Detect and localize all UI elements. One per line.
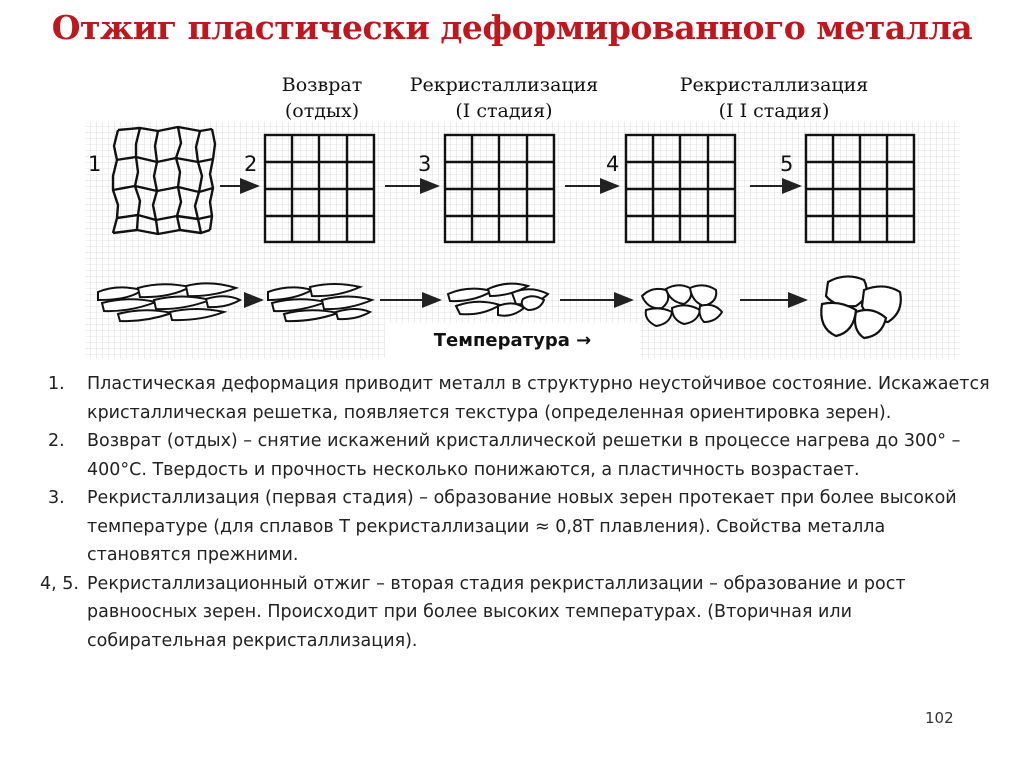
list-item [40, 570, 990, 656]
list-item-text: Возврат (отдых) – снятие искажений кристаллической решетки в процессе нагрева до 300° – 400°С. Твердость и прочность несколько понижаются, а пластичность возрастает. [87, 431, 961, 480]
list-item [40, 484, 990, 570]
list-item [40, 370, 990, 427]
list-item-text: Рекристаллизация (первая стадия) – образование новых зерен протекает при более высокой температуре (для сплавов Т рекристаллизации ≈ 0,8Т плавления). Свойства металла становятся прежними. [87, 488, 957, 565]
grains-recovery [268, 284, 372, 321]
list-item-text: Рекристаллизационный отжиг – вторая стадия рекристаллизации – образование и рост равноосных зерен. Происходит при более высоких температурах. (Вторичная или собирательная рекристаллизация). [87, 573, 906, 651]
list-item [40, 427, 990, 484]
stage-label-line2: (I I стадия) [718, 100, 830, 122]
list-item-text: Пластическая деформация приводит металл в структурно неустойчивое состояние. Искажается кристаллическая решетка, появляется текстура (определенная ориентировка зерен). [87, 374, 990, 423]
annealing-diagram [0, 0, 1024, 370]
stage-label-line1: Возврат [281, 74, 363, 96]
page-number: 102 [925, 709, 954, 727]
stage-label-line1: Рекристаллизация [679, 74, 869, 96]
step-number-1: 1 [88, 152, 102, 176]
stage-label-line2: (отдых) [284, 100, 360, 122]
temperature-label: Температура → [385, 323, 640, 359]
step-number-2: 2 [244, 152, 258, 176]
step-number-3: 3 [418, 152, 432, 176]
step-number-4: 4 [606, 152, 620, 176]
list-item-number: 1. [48, 374, 65, 394]
slide-title: Отжиг пластически деформированного металла [51, 8, 973, 47]
list-item-number: 2. [48, 431, 65, 451]
list-item-number: 4, 5. [40, 573, 79, 594]
step-number-5: 5 [780, 152, 794, 176]
grains-stage-4 [642, 285, 722, 326]
explanation-list [40, 370, 990, 655]
stage-label-line1: Рекристаллизация [409, 74, 599, 96]
list-item-number: 3. [48, 488, 65, 508]
stage-label-line2: (I стадия) [455, 100, 553, 122]
